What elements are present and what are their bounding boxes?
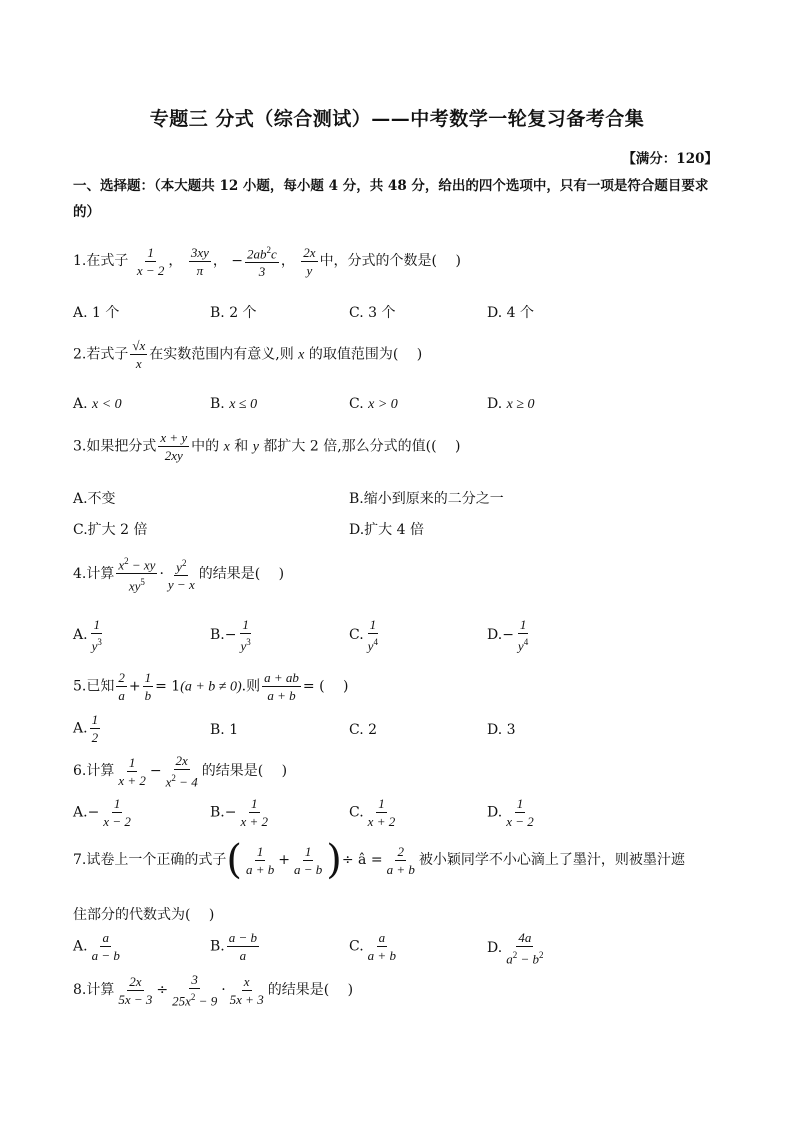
q8-prefix: 8.计算 — [73, 982, 115, 999]
q2-option-c[interactable]: C. x > 0 — [349, 396, 398, 412]
q7-option-b[interactable]: B. $\frac{a - b}{a}$ — [210, 930, 258, 963]
q4-frac-1: $\frac{x^2 - xy}{xy^5}$ — [118, 556, 156, 594]
q2-mid: 在实数范围内有意义,则 — [149, 346, 294, 363]
question-6: 6.计算 $\frac{1}{x + 2}$ − $\frac{2x}{x^2 - 4}$ 的结果是( ) — [73, 753, 288, 790]
q4-option-c[interactable]: C. $\frac{1}{y^4}$ — [349, 617, 378, 654]
q6-option-b[interactable]: B.− $\frac{1}{x + 2}$ — [210, 796, 269, 829]
q7-option-a[interactable]: A. $\frac{a}{a - b}$ — [73, 930, 120, 963]
q2-prefix: 2.若式子 — [73, 346, 129, 363]
q3-option-b[interactable]: B.缩小到原来的二分之一 — [349, 491, 504, 507]
question-2 — [73, 338, 422, 371]
q2-frac: $\frac{√x}{x}$ — [132, 338, 146, 371]
question-7-line2: 住部分的代数式为( ) — [73, 907, 215, 923]
q7-mid: ÷ â = — [341, 852, 383, 868]
q8-suffix: 的结果是( ) — [267, 982, 354, 999]
page-title: 专题三 分式（综合测试）——中考数学一轮复习备考合集 — [149, 108, 645, 130]
q5-mid: 则 — [246, 678, 261, 695]
q3-option-a[interactable]: A.不变 — [73, 491, 116, 507]
q1-option-c[interactable]: C. 3 个 — [349, 305, 396, 321]
q7-prefix: 7.试卷上一个正确的式子 — [73, 852, 227, 868]
q5-prefix: 5.已知 — [73, 678, 115, 695]
q6-option-d[interactable]: D. $\frac{1}{x - 2}$ — [487, 796, 534, 829]
question-1: 1.在式子 $\frac{1}{x - 2}$ ， $\frac{3xy}{\pi}$ ， − $\frac{2ab^2c}{3}$ ， $\frac{2x}{y}$ 中，分式的个数是( ) — [73, 244, 461, 280]
q4-suffix: 的结果是( ) — [198, 565, 285, 582]
q6-suffix: 的结果是( ) — [201, 763, 288, 780]
q4-option-b[interactable]: B.− $\frac{1}{y^3}$ — [210, 617, 251, 654]
q2-option-d[interactable]: D. x ≥ 0 — [487, 396, 535, 412]
q3-prefix: 3.如果把分式 — [73, 438, 157, 455]
question-4: 4.计算 $\frac{x^2 - xy}{xy^5}$ · $\frac{y^2}{y - x}$ 的结果是( ) — [73, 556, 285, 594]
q1-frac-4: $\frac{2x}{y}$ — [303, 244, 316, 278]
q4-prefix: 4.计算 — [73, 565, 115, 582]
q1-question: 中，分式的个数是( ) — [319, 253, 461, 270]
q1-frac-3: $\frac{2ab^2c}{3}$ — [247, 245, 277, 280]
q3-option-c[interactable]: C.扩大 2 倍 — [73, 522, 148, 538]
q1-option-b[interactable]: B. 2 个 — [210, 305, 257, 321]
q1-option-a[interactable]: A. 1 个 — [73, 305, 120, 321]
full-score: 【满分：120】 — [622, 151, 718, 167]
q1-frac-2: $\frac{3xy}{\pi}$ — [190, 244, 209, 278]
q1-option-d[interactable]: D. 4 个 — [487, 305, 534, 321]
q5-option-d[interactable]: D. 3 — [487, 722, 516, 738]
q3-frac: $\frac{x + y}{2xy}$ — [160, 430, 188, 463]
q6-option-c[interactable]: C. $\frac{1}{x + 2}$ — [349, 796, 396, 829]
q4-option-d[interactable]: D.− $\frac{1}{y^4}$ — [487, 617, 529, 654]
question-5: 5.已知 $\frac{2}{a}$ + $\frac{1}{b}$ = 1(a + b ≠ 0).则 $\frac{a + ab}{a + b}$ = ( ) — [73, 670, 349, 703]
q3-mid: 中的 — [191, 438, 220, 455]
q1-prefix: 1.在式子 — [73, 253, 129, 270]
q3-suffix: 都扩大 2 倍,那么分式的值(( ) — [263, 438, 461, 455]
q2-var: x — [298, 347, 305, 363]
question-3: 3.如果把分式 $\frac{x + y}{2xy}$ 中的 x 和 y 都扩大 2 倍,那么分式的值(( ) — [73, 430, 461, 463]
q1-frac-1: $\frac{1}{x - 2}$ — [136, 244, 165, 278]
q5-frac: $\frac{a + ab}{a + b}$ — [264, 670, 299, 703]
q7-option-c[interactable]: C. $\frac{a}{a + b}$ — [349, 930, 396, 963]
q5-suffix: ( ) — [319, 678, 349, 695]
q2-option-a[interactable]: A. x < 0 — [73, 396, 122, 412]
q7-suffix: 被小颖同学不小心滴上了墨汁，则被墨汁遮 — [418, 852, 685, 868]
q6-prefix: 6.计算 — [73, 763, 115, 780]
q7-option-d[interactable]: D. $\frac{4a}{a^2 - b^2}$ — [487, 930, 544, 967]
question-7: 7.试卷上一个正确的式子( $\frac{1}{a + b}$ + $\frac{1}{a - b}$ )÷ â = $\frac{2}{a + b}$ 被小颖同学不小心滴上了墨汁，则被墨汁遮 — [73, 837, 685, 883]
section-heading: 一、选择题：（本大题共 12 小题，每小题 4 分，共 48 分，给出的四个选项中，只有一项是符合题目要求的） — [73, 178, 709, 220]
q5-option-c[interactable]: C. 2 — [349, 722, 378, 738]
q3-option-d[interactable]: D.扩大 4 倍 — [349, 522, 424, 538]
q6-option-a[interactable]: A.− $\frac{1}{x - 2}$ — [73, 796, 131, 829]
q4-option-a[interactable]: A. $\frac{1}{y^3}$ — [73, 617, 102, 654]
q5-option-a[interactable]: A. $\frac{1}{2}$ — [73, 712, 99, 745]
q5-option-b[interactable]: B. 1 — [210, 722, 239, 738]
question-8: 8.计算 $\frac{2x}{5x - 3}$ ÷ $\frac{3}{25x^2 - 9}$ · $\frac{x}{5x + 3}$ 的结果是( ) — [73, 972, 354, 1009]
q2-option-b[interactable]: B. x ≤ 0 — [210, 396, 258, 412]
q4-frac-2: $\frac{y^2}{y - x}$ — [167, 557, 195, 592]
q2-suffix: 的取值范围为( ) — [308, 346, 423, 363]
